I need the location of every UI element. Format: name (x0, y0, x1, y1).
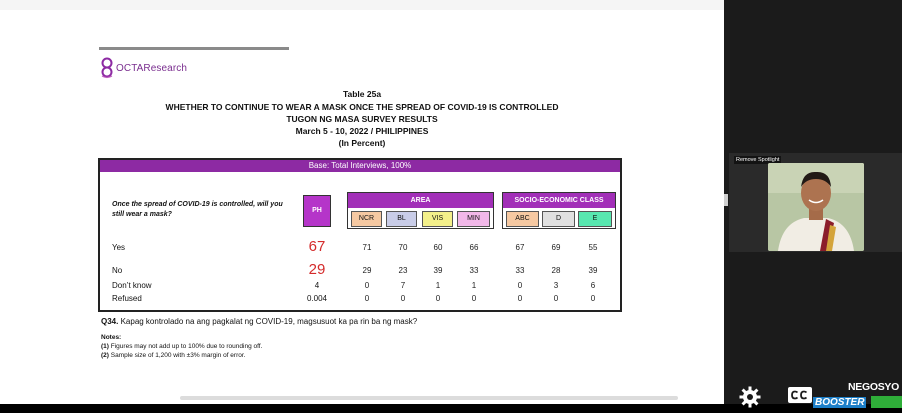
col-header-ncr: NCR (351, 211, 382, 227)
cell-yes-min: 66 (469, 243, 479, 252)
cell-yes-ncr: 71 (362, 243, 372, 252)
cell-yes-abc: 67 (515, 243, 525, 252)
cell-dk-abc: 0 (517, 281, 523, 290)
cell-dk-min: 1 (471, 281, 477, 290)
remove-spotlight-button[interactable]: Remove Spotlight (736, 157, 780, 163)
col-header-vis: VIS (422, 211, 453, 227)
area-group-header (347, 192, 494, 229)
col-header-abc: ABC (506, 211, 539, 227)
cell-ref-vis: 0 (435, 294, 441, 303)
cell-dk-e: 6 (590, 281, 596, 290)
scrollbar-thumb[interactable] (180, 396, 678, 400)
cell-yes-d: 69 (551, 243, 561, 252)
ph-column-header: PH (303, 195, 331, 227)
gear-icon[interactable] (738, 385, 762, 409)
col-header-min: MIN (457, 211, 490, 227)
bottom-bar (0, 404, 902, 413)
cell-no-d: 28 (551, 266, 561, 275)
survey-dates: March 5 - 10, 2022 / PHILIPPINES (295, 126, 429, 136)
spotlight-video-tile[interactable] (729, 153, 902, 252)
ph-value-refused: 0.004 (306, 294, 328, 303)
cell-ref-bl: 0 (400, 294, 406, 303)
area-label: AREA (348, 193, 493, 208)
cell-no-vis: 39 (433, 266, 443, 275)
table-title: WHETHER TO CONTINUE TO WEAR A MASK ONCE THE SPREAD OF COVID-19 IS CONTROLLED (165, 102, 559, 112)
cell-no-abc: 33 (515, 266, 525, 275)
octa-logo (99, 56, 187, 80)
cell-dk-d: 3 (553, 281, 559, 290)
cell-yes-bl: 70 (398, 243, 408, 252)
question-code: Q34. (101, 317, 119, 326)
speaker-video (768, 163, 864, 251)
cell-yes-vis: 60 (433, 243, 443, 252)
socio-economic-label: SOCIO-ECONOMIC CLASS (503, 193, 615, 208)
row-label-refused: Refused (112, 294, 142, 303)
cell-ref-d: 0 (553, 294, 559, 303)
logo-text: OCTAResearch (116, 62, 188, 74)
unit-note: (In Percent) (338, 138, 386, 148)
cell-no-ncr: 29 (362, 266, 372, 275)
notes-title: Notes: (101, 334, 122, 341)
socio-economic-group-header (502, 192, 616, 229)
panel-resize-handle[interactable] (724, 194, 728, 206)
results-table (98, 158, 622, 312)
cell-ref-ncr: 0 (364, 294, 370, 303)
question-translation (101, 317, 417, 326)
horizontal-scrollbar[interactable] (0, 392, 724, 404)
question-text: Once the spread of COVID-19 is controlled, will you still wear a mask? (112, 201, 283, 218)
cell-dk-ncr: 0 (364, 281, 370, 290)
note-item: (2) Sample size of 1,200 with ±3% margin of error. (101, 352, 246, 359)
row-label-dont-know: Don’t know (112, 281, 152, 290)
person-icon (768, 163, 864, 251)
row-label-yes: Yes (112, 243, 126, 252)
closed-captions-icon[interactable] (787, 386, 813, 404)
cell-no-bl: 23 (398, 266, 408, 275)
col-header-bl: BL (386, 211, 417, 227)
note-item: (1) Figures may not add up to 100% due to rounding off. (101, 343, 263, 350)
negosyo-logo-text: NEGOSYO (848, 381, 899, 393)
ph-value-dont-know: 4 (314, 281, 320, 290)
cell-no-min: 33 (469, 266, 479, 275)
octa-logo-icon (99, 56, 115, 80)
base-header: Base: Total Interviews, 100% (100, 160, 620, 172)
cell-ref-e: 0 (590, 294, 596, 303)
cell-ref-abc: 0 (517, 294, 523, 303)
table-number: Table 25a (342, 89, 382, 99)
notes (101, 333, 262, 360)
booster-logo-text: BOOSTER (815, 397, 865, 408)
row-label-no: No (112, 266, 123, 275)
col-header-d: D (542, 211, 575, 227)
cell-no-e: 39 (588, 266, 598, 275)
cell-ref-min: 0 (471, 294, 477, 303)
col-header-e: E (578, 211, 612, 227)
cell-yes-e: 55 (588, 243, 598, 252)
cell-dk-bl: 7 (400, 281, 406, 290)
slide-top-strip (0, 0, 724, 10)
ph-value-no: 29 (308, 261, 326, 278)
ph-value-yes: 67 (308, 238, 326, 255)
table-subtitle: TUGON NG MASA SURVEY RESULTS (286, 114, 438, 124)
header-rule (99, 47, 289, 50)
cell-dk-vis: 1 (435, 281, 441, 290)
question-translation-text: Kapag kontrolado na ang pagkalat ng COVID-19, magsusuot ka pa rin ba ng mask? (120, 317, 418, 326)
booster-logo-accent (871, 396, 902, 408)
